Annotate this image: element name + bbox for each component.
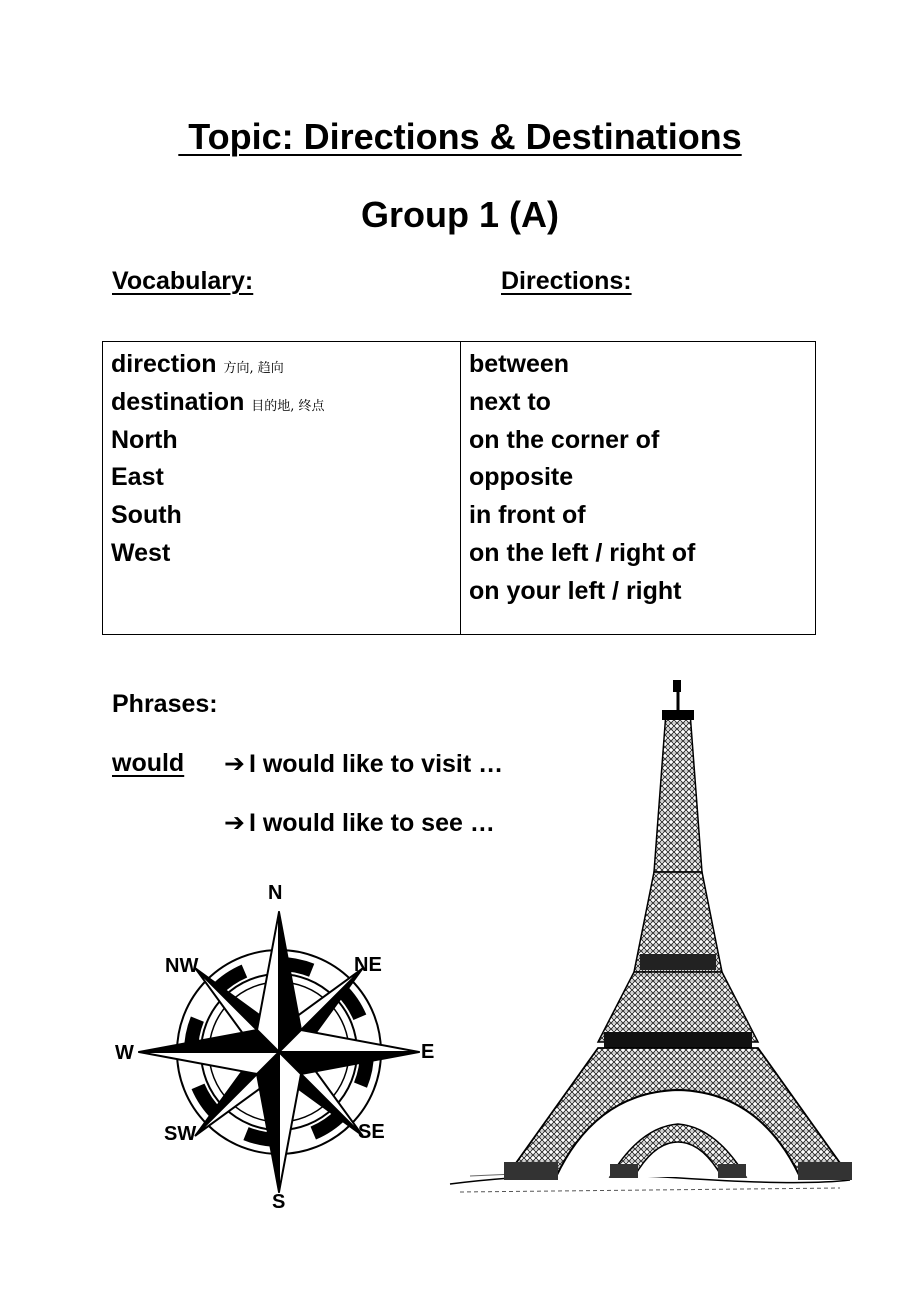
- direction-item: between: [469, 350, 570, 378]
- group-subtitle: Group 1 (A): [361, 194, 559, 235]
- compass-label-e: E: [421, 1041, 435, 1063]
- direction-item: opposite: [469, 463, 574, 492]
- direction-item: in front of: [469, 501, 586, 530]
- vocab-item: North: [111, 425, 178, 454]
- directions-column: [461, 342, 815, 634]
- directions-heading: Directions:: [501, 267, 632, 295]
- vocabulary-heading: Vocabulary:: [112, 267, 254, 295]
- compass-label-nw: NW: [165, 955, 199, 977]
- vocab-item: South: [111, 501, 182, 530]
- vocab-translation: 目的地, 终点: [251, 398, 325, 414]
- vocab-translation: 方向, 趋向: [223, 361, 284, 376]
- compass-rose: [108, 880, 448, 1220]
- direction-item: on the left / right of: [469, 538, 696, 567]
- vocab-item: West: [111, 538, 171, 567]
- compass-label-s: S: [272, 1191, 286, 1213]
- eiffel-tower-icon: [440, 672, 860, 1207]
- vocabulary-table: [102, 341, 816, 635]
- phrase-item: ➔ I would like to see …: [224, 808, 495, 837]
- compass-rose-icon: [108, 880, 448, 1220]
- compass-label-sw: SW: [164, 1123, 197, 1145]
- compass-label-n: N: [268, 882, 283, 904]
- phrases-label: Phrases:: [112, 690, 218, 718]
- eiffel-tower-illustration: [440, 672, 860, 1207]
- compass-label-se: SE: [358, 1121, 385, 1143]
- page-title: Topic: Directions & Destinations: [178, 116, 742, 157]
- vocabulary-column: [103, 342, 461, 634]
- phrase-keyword: would: [112, 749, 185, 777]
- vocab-item: direction 方向, 趋向: [111, 350, 284, 378]
- right-arrow-icon: ➔: [224, 749, 245, 778]
- phrase-item: ➔ I would like to visit …: [224, 749, 504, 778]
- direction-item: next to: [469, 387, 551, 416]
- direction-item: on the corner of: [469, 425, 660, 454]
- right-arrow-icon: ➔: [224, 808, 245, 837]
- vocab-item: East: [111, 463, 164, 492]
- compass-label-w: W: [115, 1042, 134, 1064]
- compass-label-ne: NE: [354, 954, 382, 976]
- direction-item: on your left / right: [469, 576, 682, 605]
- vocab-item: destination 目的地, 终点: [111, 387, 325, 416]
